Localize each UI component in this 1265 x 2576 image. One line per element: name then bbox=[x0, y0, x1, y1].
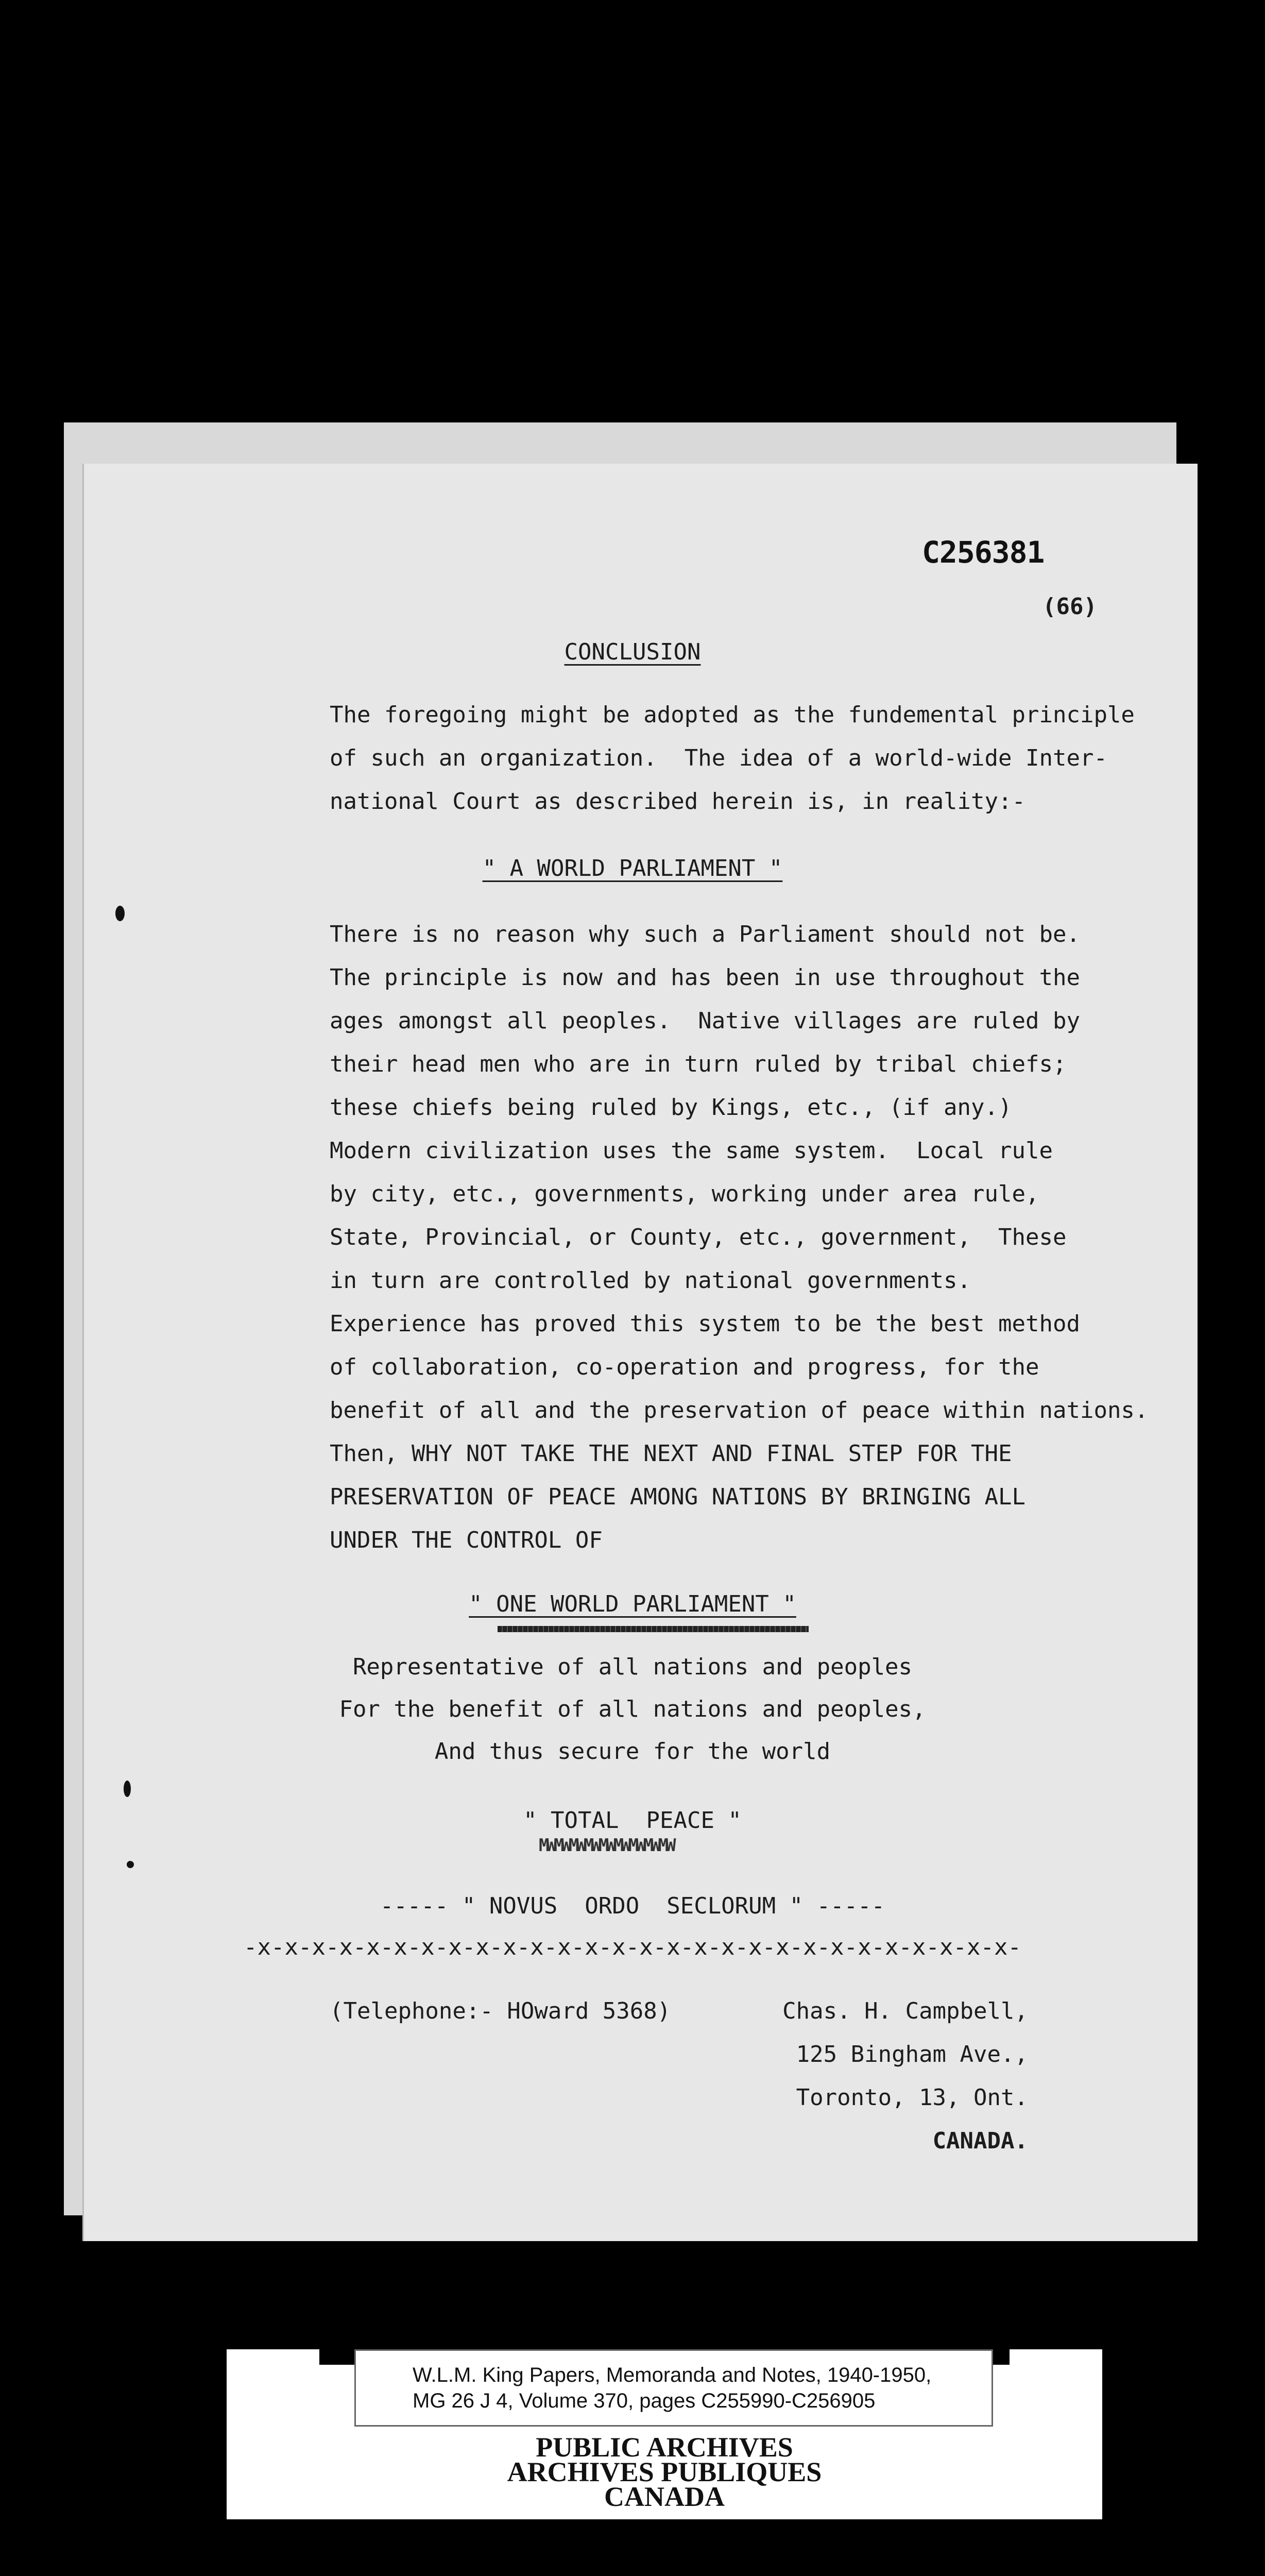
representative-line: Representative of all nations and peoples bbox=[352, 1654, 913, 1680]
body-line: Modern civilization uses the same system. Local rule bbox=[330, 1138, 1053, 1164]
address-line: 125 Bingham Ave., bbox=[796, 2041, 1028, 2067]
intro-line: of such an organization. The idea of a world-wide Inter- bbox=[330, 745, 1107, 771]
body-line: benefit of all and the preservation of peace within nations. bbox=[330, 1397, 1149, 1423]
body-line: The principle is now and has been in use throughout the bbox=[330, 964, 1080, 991]
stamp-line: CANADA bbox=[604, 2481, 725, 2512]
label-tab bbox=[227, 2349, 319, 2365]
page-number: (66) bbox=[1042, 594, 1097, 620]
body-line: Then, WHY NOT TAKE THE NEXT AND FINAL STEP FOR THE bbox=[330, 1440, 1012, 1467]
document-page bbox=[82, 464, 1198, 2241]
label-tab bbox=[1010, 2349, 1102, 2365]
address-line: CANADA. bbox=[932, 2128, 1028, 2154]
address-line: Toronto, 13, Ont. bbox=[796, 2084, 1028, 2111]
total-peace-underline: MWMWMWMWMWMWMWMWMW bbox=[539, 1835, 673, 1856]
body-line: State, Provincial, or County, etc., government, These bbox=[330, 1224, 1067, 1250]
address-line: Chas. H. Campbell, bbox=[782, 1998, 1028, 2024]
intro-line: national Court as described herein is, in reality:- bbox=[330, 788, 1026, 815]
telephone: (Telephone:- HOward 5368) bbox=[330, 1998, 671, 2024]
punch-mark bbox=[115, 906, 125, 921]
archives-stamp bbox=[227, 2432, 1102, 2512]
body-line: ages amongst all peoples. Native villages are ruled by bbox=[330, 1008, 1080, 1034]
one-world-parliament-heading: " ONE WORLD PARLIAMENT " bbox=[469, 1591, 796, 1617]
citation-line: W.L.M. King Papers, Memoranda and Notes, 1940-1950, bbox=[413, 2364, 932, 2386]
total-peace: " TOTAL PEACE " bbox=[523, 1807, 742, 1834]
punch-mark bbox=[127, 1861, 134, 1868]
stamp-line: PUBLIC ARCHIVES bbox=[536, 2432, 793, 2463]
punch-mark bbox=[124, 1781, 131, 1797]
body-line: of collaboration, co-operation and progress, for the bbox=[330, 1354, 1039, 1380]
heading-rule bbox=[498, 1626, 809, 1632]
body-line: UNDER THE CONTROL OF bbox=[330, 1527, 603, 1553]
body-line: in turn are controlled by national governments. bbox=[330, 1267, 971, 1294]
body-line: by city, etc., governments, working under area rule, bbox=[330, 1181, 1039, 1207]
body-line: PRESERVATION OF PEACE AMONG NATIONS BY BRINGING ALL bbox=[330, 1484, 1026, 1510]
x-divider: -x-x-x-x-x-x-x-x-x-x-x-x-x-x-x-x-x-x-x-x-x-x-x-x-x-x-x-x- bbox=[244, 1934, 1021, 1960]
body-line: their head men who are in turn ruled by tribal chiefs; bbox=[330, 1051, 1067, 1077]
representative-line: For the benefit of all nations and peoples, bbox=[339, 1696, 926, 1722]
archive-citation bbox=[354, 2349, 993, 2427]
representative-line: And thus secure for the world bbox=[434, 1738, 831, 1765]
conclusion-heading: CONCLUSION bbox=[564, 639, 701, 665]
reference-number: C256381 bbox=[922, 535, 1045, 570]
stamp-line: ARCHIVES PUBLIQUES bbox=[507, 2456, 822, 2487]
body-line: these chiefs being ruled by Kings, etc., (if any.) bbox=[330, 1094, 1012, 1121]
novus-ordo-line: ----- " NOVUS ORDO SECLORUM " ----- bbox=[380, 1893, 885, 1919]
body-line: Experience has proved this system to be the best method bbox=[330, 1311, 1080, 1337]
world-parliament-heading: " A WORLD PARLIAMENT " bbox=[482, 855, 783, 882]
intro-line: The foregoing might be adopted as the fundemental principle bbox=[330, 702, 1135, 728]
citation-line: MG 26 J 4, Volume 370, pages C255990-C256905 bbox=[413, 2389, 876, 2412]
body-line: There is no reason why such a Parliament should not be. bbox=[330, 921, 1080, 947]
